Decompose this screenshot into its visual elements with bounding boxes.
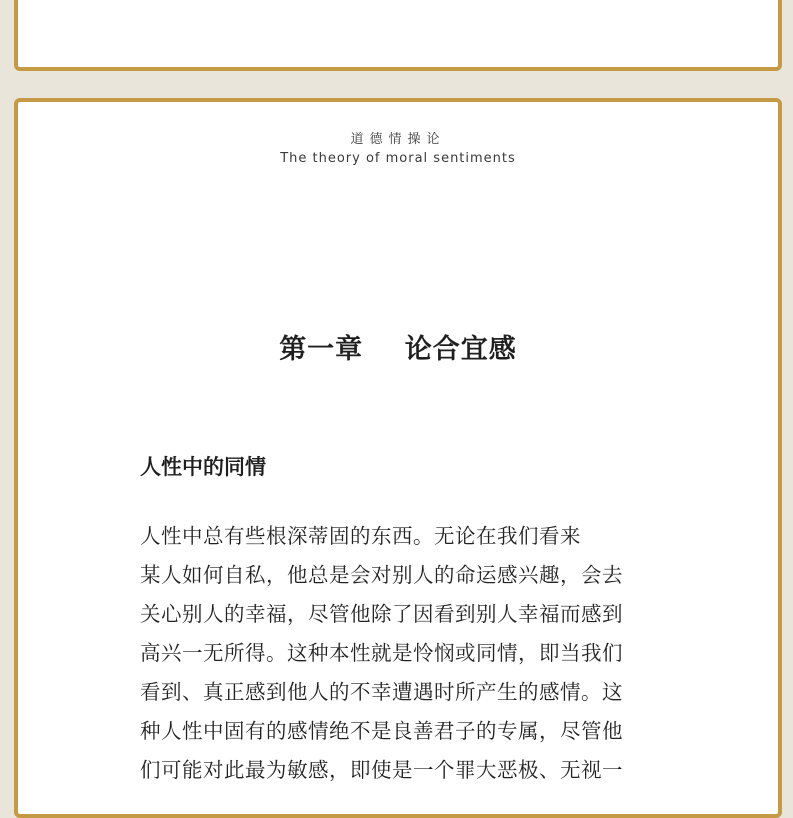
body-line: 人性中总有些根深蒂固的东西。无论在我们看来 xyxy=(140,524,581,548)
body-line: 某人如何自私，他总是会对别人的命运感兴趣，会去 xyxy=(140,563,623,587)
body-line: 们可能对此最为敏感，即使是一个罪大恶极、无视一 xyxy=(140,758,623,782)
body-paragraph xyxy=(140,517,660,790)
body-line: 种人性中固有的感情绝不是良善君子的专属，尽管他 xyxy=(140,719,623,743)
previous-page-card xyxy=(14,0,782,71)
body-line: 关心别人的幸福，尽管他除了因看到别人幸福而感到 xyxy=(140,602,623,626)
book-page-card xyxy=(14,98,782,818)
body-line: 高兴一无所得。这种本性就是怜悯或同情，即当我们 xyxy=(140,641,623,665)
section-heading: 人性中的同情 xyxy=(140,454,266,479)
book-title-english: The theory of moral sentiments xyxy=(280,151,516,166)
chapter-title: 第一章 论合宜感 xyxy=(279,334,517,365)
body-line: 看到、真正感到他人的不幸遭遇时所产生的感情。这 xyxy=(140,680,623,704)
book-title-chinese: 道德情操论 xyxy=(350,132,446,147)
